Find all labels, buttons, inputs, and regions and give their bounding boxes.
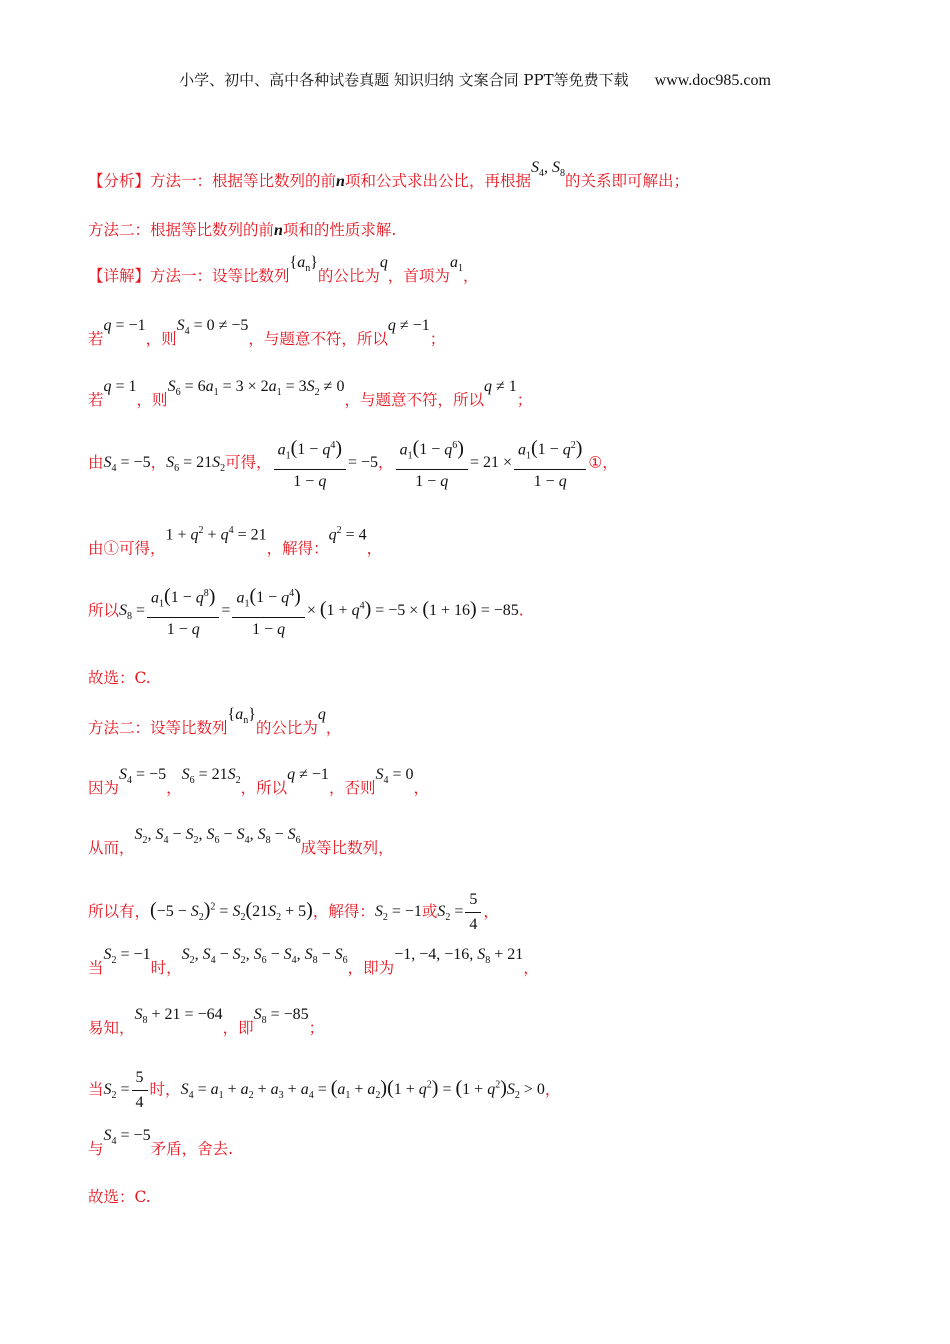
- step3-text: ①，: [588, 453, 618, 472]
- m2-text: 易知，: [88, 1019, 135, 1037]
- m2-line4: [88, 888, 890, 939]
- var-n: n: [274, 222, 283, 239]
- page-header: [0, 69, 950, 90]
- formula: $S_6 = 6a_1 = 3 \times 2a_1 = 3S_2 \ne 0$: [167, 378, 345, 399]
- formula: $S_2$, $S_4 - S_2$, $S_6 - S_4$, $S_8 - S_6$: [181, 946, 348, 967]
- m2-text: ，即: [222, 1019, 254, 1037]
- m2-text: 方法二：设等比数列: [88, 719, 228, 737]
- formula: −1, −4, −16, $S_8 + 21$: [394, 946, 524, 967]
- formula: $S_2 = -1$: [103, 946, 151, 967]
- method2-intro-text: 项和的性质求解.: [282, 221, 397, 239]
- m2-line8: [88, 1127, 890, 1167]
- step5-text: 所以: [88, 601, 120, 620]
- formula: $S_4 = -5$: [103, 454, 151, 475]
- step3-text: 由: [88, 453, 104, 472]
- m2-text: ，: [544, 1080, 561, 1099]
- step4-text: ，解得：: [266, 539, 329, 558]
- formula: $S_2$ = $\frac{5}{4}$: [104, 1081, 150, 1098]
- detail-line: [88, 254, 890, 294]
- formula: q = 1: [103, 378, 137, 395]
- case2-text: ，则: [136, 391, 168, 409]
- m2-text: 从而，: [88, 839, 135, 857]
- case2-line: [88, 378, 890, 418]
- m2-line5: [88, 946, 890, 986]
- formula: q ≠ 1: [483, 378, 517, 395]
- formula: $(-5 - S_2)^2 = S_2(21S_2 + 5)$: [150, 899, 313, 924]
- m2-text: 的公比为: [255, 719, 318, 737]
- answer1: 故选：C.: [88, 669, 151, 687]
- step4-line: [88, 525, 890, 560]
- case2-text: 若: [88, 391, 104, 409]
- step3-text: ，: [150, 453, 167, 472]
- header-title: 小学、初中、高中各种试卷真题 知识归纳 文案合同 PPT等免费下载: [179, 71, 629, 89]
- analysis-text: 的关系即可解出；: [564, 172, 689, 190]
- m2-text: ，: [483, 902, 499, 921]
- case1-line: [88, 317, 890, 357]
- formula-q: q: [317, 706, 326, 723]
- method2-intro-text: 方法二：根据等比数列的前: [88, 221, 275, 239]
- analysis-tag: 【分析】: [88, 172, 151, 190]
- m2-text: 当: [88, 959, 104, 977]
- step3-text: 可得，: [225, 453, 272, 472]
- analysis-text: 方法一：根据等比数列的前: [150, 172, 337, 190]
- formula-q: q: [379, 254, 388, 271]
- m2-text: 时，: [150, 959, 182, 977]
- formula-a1: $a_1$: [449, 254, 463, 275]
- m2-line3: [88, 826, 890, 866]
- m2-line7: [88, 1066, 890, 1117]
- formula: $S_4 = -5$: [119, 766, 167, 787]
- formula: $q^2 = 4$: [328, 525, 367, 544]
- m2-text: 矛盾，舍去.: [150, 1140, 233, 1158]
- case1-text: ，与题意不符，所以: [248, 330, 388, 348]
- m2-text: ，: [523, 959, 539, 977]
- m2-line2: [88, 766, 890, 806]
- formula: $S_4 = a_1 + a_2 + a_3 + a_4 = (a_1 + a_2)(1 + q^2) = (1 + q^2)S_2 > 0$: [180, 1077, 545, 1102]
- formula: $S_2 = -1$: [374, 903, 422, 924]
- m2-text: 成等比数列，: [300, 839, 394, 857]
- m2-text: 或: [421, 902, 438, 921]
- formula-an: $\{a_n\}$: [227, 706, 256, 727]
- case1-text: ；: [429, 330, 446, 348]
- formula-s8: $S_8$ = $\frac{a_1(1 - q^8)}{1 - q}$ = $\frac{a_1(1 - q^4)}{1 - q}$ × $(1 + q^4) = -5 \times (1 + 16) = -85$: [119, 585, 519, 638]
- header-site[interactable]: www.doc985.com: [654, 72, 771, 89]
- formula: $S_4 = 0 \ne -5$: [176, 317, 249, 338]
- method2-intro-line: [88, 219, 890, 242]
- step3-text: ，: [378, 453, 394, 472]
- formula-fraction: $\frac{a_1(1 - q^6)}{1 - q}$ = 21 × $\frac{a_1(1 - q^2)}{1 - q}$: [394, 454, 589, 471]
- m2-text: 因为: [88, 779, 120, 797]
- formula: q ≠ −1: [387, 317, 430, 334]
- m2-text: ，解得：: [312, 902, 375, 921]
- formula-s4-s8: $S_4$, $S_8$: [530, 159, 565, 180]
- formula: $S_8 = -85$: [253, 1006, 309, 1027]
- detail-text: 的公比为: [317, 267, 380, 285]
- analysis-line: [88, 159, 890, 199]
- step5-line: [88, 584, 890, 640]
- m2-text: 与: [88, 1140, 104, 1158]
- m2-line6: [88, 1006, 890, 1046]
- case2-text: ；: [516, 391, 533, 409]
- formula: $S_2$, $S_4 - S_2$, $S_6 - S_4$, $S_8 - S_6$: [134, 826, 301, 847]
- formula: $S_6 = 21S_2$: [166, 454, 226, 475]
- m2-text: 所以有，: [88, 902, 151, 921]
- case1-text: ，则: [145, 330, 177, 348]
- m2-text: 时，: [149, 1080, 181, 1099]
- case1-text: 若: [88, 330, 104, 348]
- m2-text: ，即为: [347, 959, 395, 977]
- m2-line1: [88, 706, 890, 746]
- step5-text: .: [518, 601, 524, 620]
- formula-fraction: $\frac{a_1(1 - q^4)}{1 - q}$ = −5: [272, 454, 378, 471]
- detail-text: ，: [462, 267, 479, 285]
- formula: q = −1: [103, 317, 146, 334]
- m2-text: ，所以: [240, 779, 288, 797]
- case2-text: ，与题意不符，所以: [344, 391, 484, 409]
- formula: $S_2$ = $\frac{5}{4}$: [437, 903, 483, 920]
- step3-line: [88, 436, 890, 492]
- formula: q ≠ −1: [287, 766, 329, 783]
- formula-an: $\{a_n\}$: [289, 254, 318, 275]
- m2-text: ；: [308, 1019, 325, 1037]
- step4-text: ，: [366, 539, 383, 558]
- detail-text: ，首项为: [387, 267, 450, 285]
- formula: $S_8 + 21 = -64$: [134, 1006, 223, 1027]
- formula: $S_6 = 21S_2$: [181, 766, 241, 787]
- m2-text: ，: [166, 779, 182, 797]
- formula: $S_4 = -5$: [103, 1127, 151, 1148]
- analysis-text: 项和公式求出公比，再根据: [344, 172, 531, 190]
- m2-text: 当: [88, 1080, 104, 1099]
- var-n: n: [336, 173, 345, 190]
- formula: $1 + q^2 + q^4 = 21$: [165, 525, 267, 544]
- m2-text: ，否则: [328, 779, 376, 797]
- formula: $S_4 = 0$: [375, 766, 414, 787]
- detail-text: 方法一：设等比数列: [150, 267, 290, 285]
- answer2: 故选：C.: [88, 1188, 151, 1206]
- step4-text: 由①可得，: [88, 539, 166, 558]
- m2-text: ，: [413, 779, 429, 797]
- detail-tag: 【详解】: [88, 267, 151, 285]
- m2-text: ，: [325, 719, 342, 737]
